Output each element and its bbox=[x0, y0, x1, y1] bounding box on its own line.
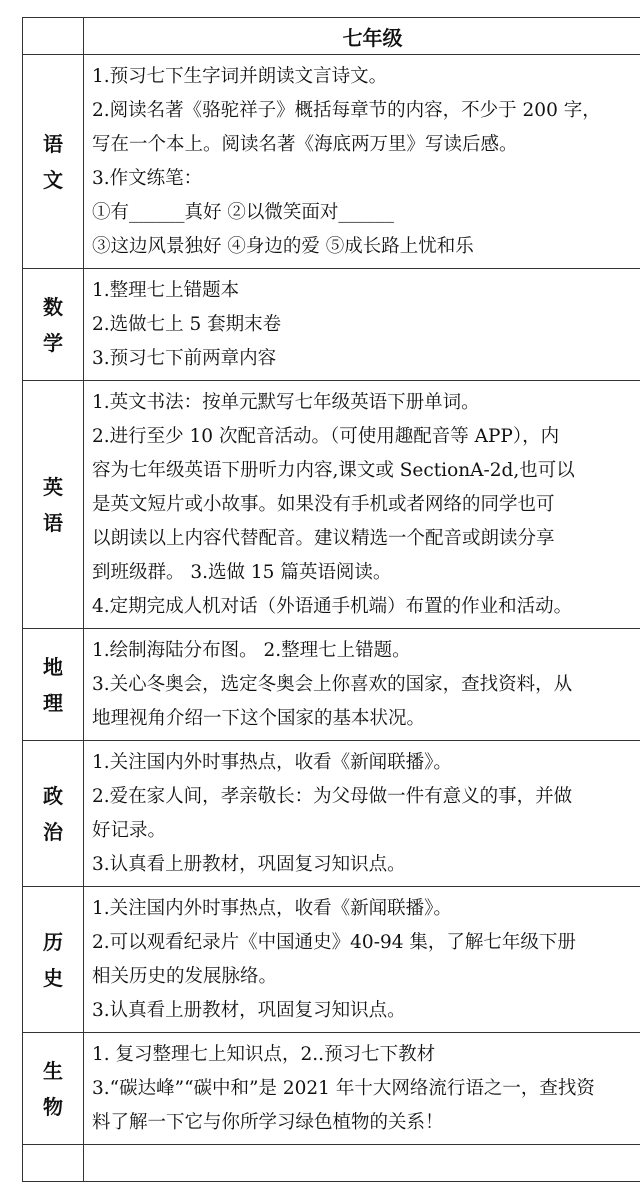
task-line: 2.进行至少 10 次配音活动。（可使用趣配音等 APP），内 bbox=[92, 420, 640, 454]
task-line: 地理视角介绍一下这个国家的基本状况。 bbox=[92, 702, 640, 736]
trailing-cell bbox=[23, 1145, 84, 1182]
subject-char: 治 bbox=[23, 814, 83, 850]
subject-char: 学 bbox=[23, 325, 83, 361]
task-line: 2.选做七上 5 套期末卷 bbox=[92, 308, 640, 342]
task-line: 1.预习七下生字词并朗读文言诗文。 bbox=[92, 60, 640, 94]
task-cell-math bbox=[84, 269, 640, 381]
subject-row-english bbox=[23, 381, 640, 629]
task-line: 3.认真看上册教材，巩固复习知识点。 bbox=[92, 994, 640, 1028]
task-line: 1.绘制海陆分布图。 2.整理七上错题。 bbox=[92, 634, 640, 668]
subject-char: 历 bbox=[23, 924, 83, 960]
subject-char: 地 bbox=[23, 649, 83, 685]
subject-label-history bbox=[23, 887, 84, 1033]
task-cell-english bbox=[84, 381, 640, 629]
subject-char: 史 bbox=[23, 960, 83, 996]
header-row bbox=[23, 18, 640, 55]
task-line: 到班级群。 3.选做 15 篇英语阅读。 bbox=[92, 556, 640, 590]
subject-label-politics bbox=[23, 741, 84, 887]
task-line: 好记录。 bbox=[92, 814, 640, 848]
subject-char: 理 bbox=[23, 685, 83, 721]
task-line: 写在一个本上。阅读名著《海底两万里》写读后感。 bbox=[92, 128, 640, 162]
subject-row-history bbox=[23, 887, 640, 1033]
subject-label-biology bbox=[23, 1033, 84, 1145]
task-line: 1.关注国内外时事热点，收看《新闻联播》。 bbox=[92, 746, 640, 780]
task-line: 以朗读以上内容代替配音。建议精选一个配音或朗读分享 bbox=[92, 522, 640, 556]
task-cell-politics bbox=[84, 741, 640, 887]
subject-char: 语 bbox=[23, 505, 83, 541]
subject-char: 政 bbox=[23, 778, 83, 814]
task-line: ①有______真好 ②以微笑面对______ bbox=[92, 196, 640, 230]
subject-label-chinese bbox=[23, 55, 84, 269]
task-line: 3.关心冬奥会，选定冬奥会上你喜欢的国家，查找资料，从 bbox=[92, 668, 640, 702]
subject-row-chinese bbox=[23, 55, 640, 269]
subject-char: 文 bbox=[23, 162, 83, 198]
subject-char: 物 bbox=[23, 1089, 83, 1125]
task-line: 1.英文书法：按单元默写七年级英语下册单词。 bbox=[92, 386, 640, 420]
task-line: 2.爱在家人间，孝亲敬长：为父母做一件有意义的事，并做 bbox=[92, 780, 640, 814]
subject-char: 语 bbox=[23, 126, 83, 162]
grade-title: 七年级 bbox=[84, 18, 640, 55]
subject-char: 数 bbox=[23, 289, 83, 325]
subject-row-geography bbox=[23, 629, 640, 741]
task-line: 1.关注国内外时事热点，收看《新闻联播》。 bbox=[92, 892, 640, 926]
task-line: 2.可以观看纪录片《中国通史》40-94 集，了解七年级下册 bbox=[92, 926, 640, 960]
subject-char: 生 bbox=[23, 1053, 83, 1089]
trailing-row bbox=[23, 1145, 640, 1182]
task-line: 3.认真看上册教材，巩固复习知识点。 bbox=[92, 848, 640, 882]
task-line: ③这边风景独好 ④身边的爱 ⑤成长路上忧和乐 bbox=[92, 230, 640, 264]
task-cell-biology bbox=[84, 1033, 640, 1145]
task-cell-history bbox=[84, 887, 640, 1033]
header-corner-cell bbox=[23, 18, 84, 55]
subject-row-biology bbox=[23, 1033, 640, 1145]
task-line: 3.“碳达峰”“碳中和”是 2021 年十大网络流行语之一，查找资 bbox=[92, 1072, 640, 1106]
task-cell-geography bbox=[84, 629, 640, 741]
subject-label-english bbox=[23, 381, 84, 629]
task-line: 3.预习七下前两章内容 bbox=[92, 342, 640, 376]
task-line: 相关历史的发展脉络。 bbox=[92, 960, 640, 994]
task-line: 1. 复习整理七上知识点，2..预习七下教材 bbox=[92, 1038, 640, 1072]
task-line: 料了解一下它与你所学习绿色植物的关系！ bbox=[92, 1106, 640, 1140]
task-line: 是英文短片或小故事。如果没有手机或者网络的同学也可 bbox=[92, 488, 640, 522]
task-line: 3.作文练笔： bbox=[92, 162, 640, 196]
task-line: 容为七年级英语下册听力内容,课文或 SectionA-2d,也可以 bbox=[92, 454, 640, 488]
task-line: 4.定期完成人机对话（外语通手机端）布置的作业和活动。 bbox=[92, 590, 640, 624]
trailing-cell bbox=[84, 1145, 640, 1182]
homework-table bbox=[22, 17, 640, 1182]
task-cell-chinese bbox=[84, 55, 640, 269]
subject-label-geography bbox=[23, 629, 84, 741]
task-line: 1.整理七上错题本 bbox=[92, 274, 640, 308]
subject-row-math bbox=[23, 269, 640, 381]
subject-label-math bbox=[23, 269, 84, 381]
task-line: 2.阅读名著《骆驼祥子》概括每章节的内容，不少于 200 字， bbox=[92, 94, 640, 128]
subject-char: 英 bbox=[23, 469, 83, 505]
subject-row-politics bbox=[23, 741, 640, 887]
